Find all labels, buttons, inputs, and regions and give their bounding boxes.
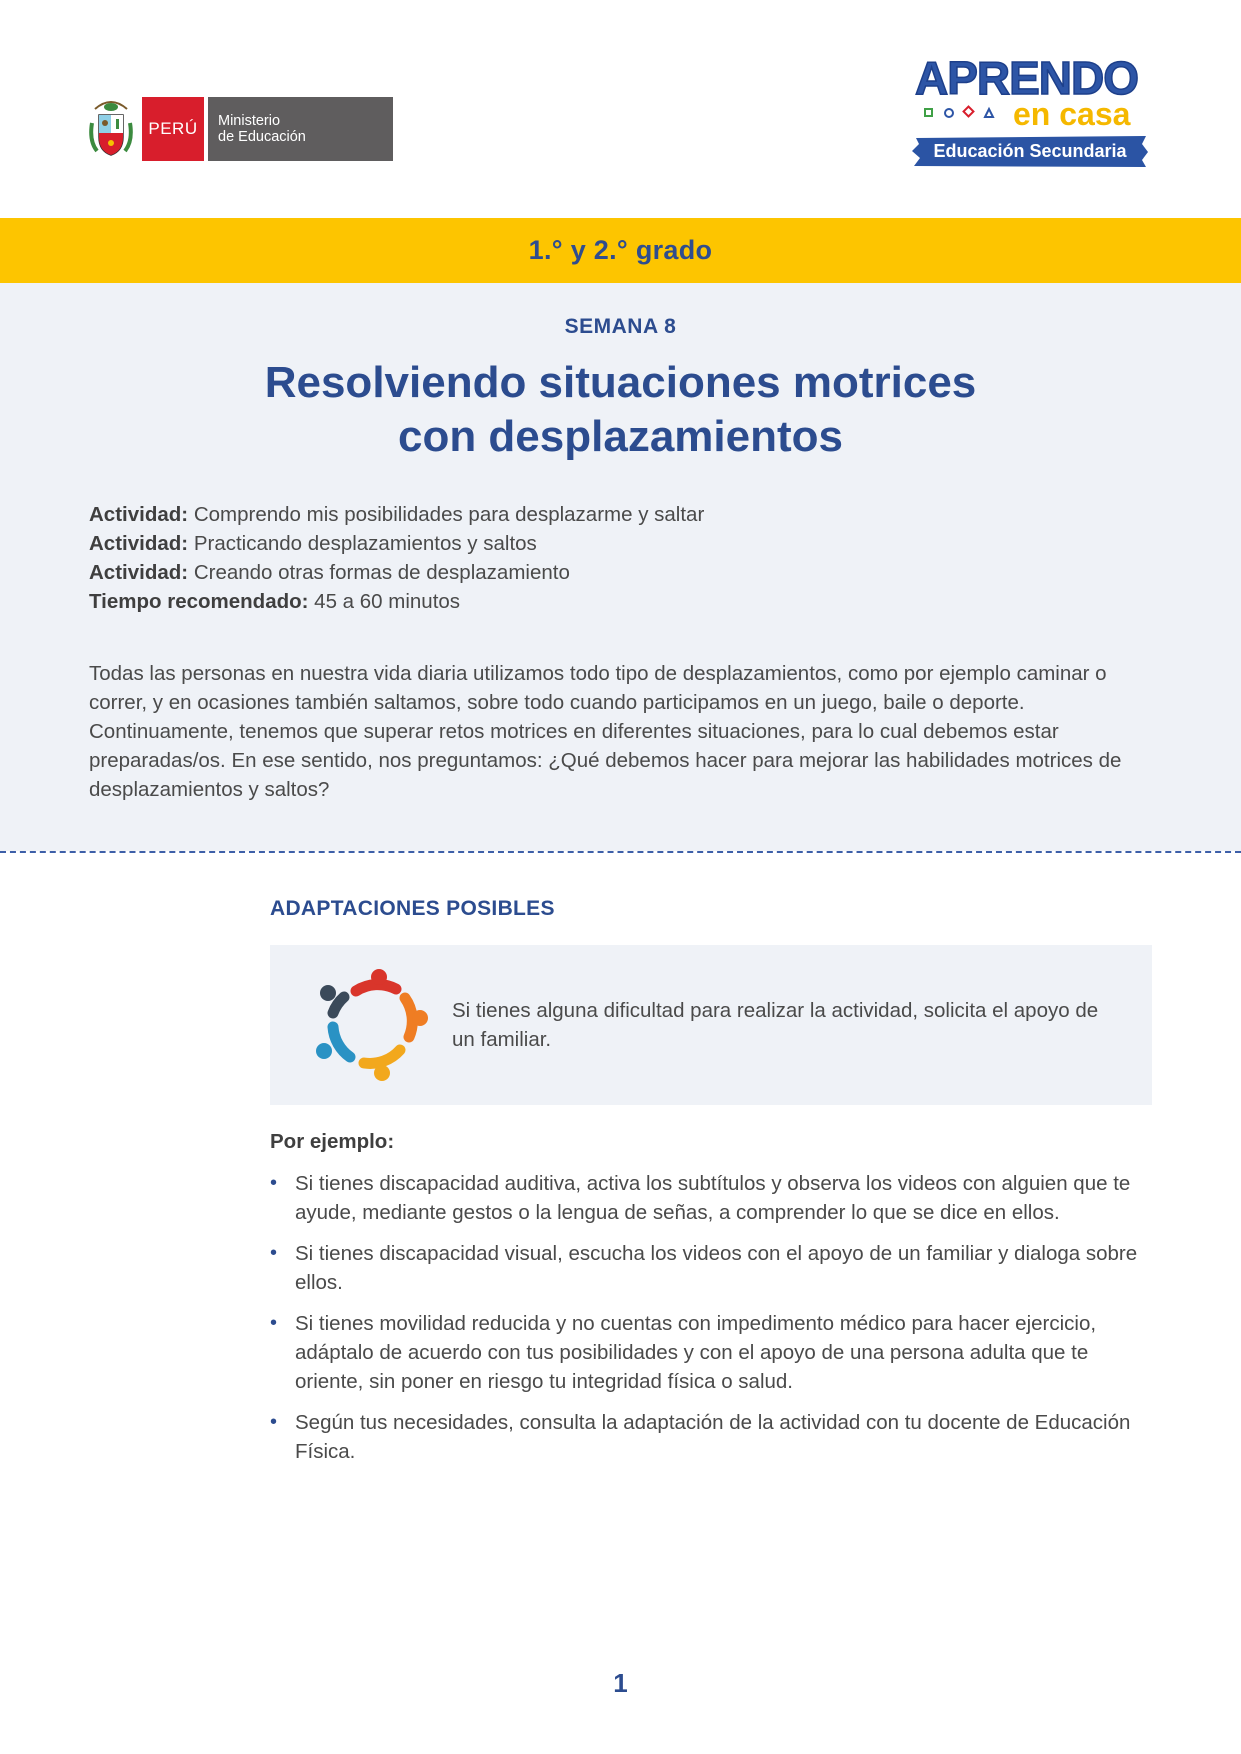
coat-of-arms-icon (89, 97, 133, 161)
people-circle-icon (312, 965, 432, 1085)
ministry-line-1: Ministerio (218, 113, 281, 129)
shapes-icon (923, 104, 1007, 122)
week-label: SEMANA 8 (564, 315, 677, 338)
activity-item (89, 558, 1149, 587)
grade-label: 1.° y 2.° grado (528, 235, 713, 265)
example-heading: Por ejemplo: (270, 1130, 395, 1153)
list-item (270, 1239, 1150, 1297)
list-item-text: Si tienes discapacidad visual, escucha los videos con el apoyo de un familiar y dialoga sobre ellos. (295, 1242, 1138, 1294)
dashed-divider (0, 851, 1241, 853)
aprendo-subtitle: en casa (1013, 96, 1131, 132)
bullet-icon: • (270, 1312, 278, 1334)
title-line-2: con desplazamientos (397, 412, 843, 461)
adaptations-text: Si tienes alguna dificultad para realizar la actividad, solicita el apoyo de un familiar. (452, 999, 1099, 1051)
list-item (270, 1169, 1150, 1227)
page-title (0, 356, 1241, 464)
bullet-icon: • (270, 1242, 278, 1264)
activity-label: Actividad: (89, 503, 189, 526)
list-item-text: Si tienes movilidad reducida y no cuentas con impedimento médico para hacer ejercicio, adáptalo de acuerdo con tus posibilidades y con el apoyo de una persona adulta que te oriente, sin poner en riesgo tu integridad física o salud. (295, 1312, 1097, 1393)
list-item-text: Según tus necesidades, consulta la adaptación de la actividad con tu docente de Educación Física. (295, 1411, 1131, 1463)
intro-paragraph: Todas las personas en nuestra vida diaria utilizamos todo tipo de desplazamientos, como por ejemplo caminar o correr, y en ocasiones también saltamos, sobre todo cuando participamos en un juego, baile o deporte. Continuamente, tenemos que superar retos motrices en diferentes situaciones, para lo cual debemos estar preparadas/os. En ese sentido, nos preguntamos: ¿Qué debemos hacer para mejorar las habilidades motrices de desplazamientos y saltos? (89, 662, 1122, 801)
peru-label: PERÚ (142, 97, 204, 161)
ministry-logo (89, 97, 393, 161)
activity-text: Comprendo mis posibilidades para desplazarme y saltar (193, 503, 705, 526)
recommended-time (89, 587, 1149, 616)
activity-label: Actividad: (89, 532, 189, 555)
activity-list (89, 500, 1149, 616)
activity-text: Creando otras formas de desplazamiento (193, 561, 570, 584)
activity-text: Practicando desplazamientos y saltos (193, 532, 537, 555)
adaptations-heading: ADAPTACIONES POSIBLES (270, 897, 555, 920)
education-level: Educación Secundaria (933, 141, 1127, 161)
ministry-name (208, 97, 393, 161)
activity-item (89, 529, 1149, 558)
aprendo-en-casa-logo (915, 52, 1155, 172)
activity-label: Actividad: (89, 561, 189, 584)
time-label: Tiempo recomendado: (89, 590, 309, 613)
adaptation-list (270, 1169, 1150, 1478)
aprendo-title: APRENDO (915, 52, 1139, 104)
grade-band (0, 218, 1241, 283)
activity-item (89, 500, 1149, 529)
list-item (270, 1408, 1150, 1466)
list-item-text: Si tienes discapacidad auditiva, activa los subtítulos y observa los videos con alguien que te ayude, mediante gestos o la lengua de señas, a comprender lo que se dice en ellos. (295, 1172, 1131, 1224)
time-text: 45 a 60 minutos (314, 590, 461, 613)
list-item (270, 1309, 1150, 1396)
title-line-1: Resolviendo situaciones motrices (264, 358, 977, 407)
ministry-line-2: de Educación (218, 129, 306, 145)
bullet-icon: • (270, 1411, 278, 1433)
bullet-icon: • (270, 1172, 278, 1194)
page-number: 1 (613, 1668, 628, 1698)
